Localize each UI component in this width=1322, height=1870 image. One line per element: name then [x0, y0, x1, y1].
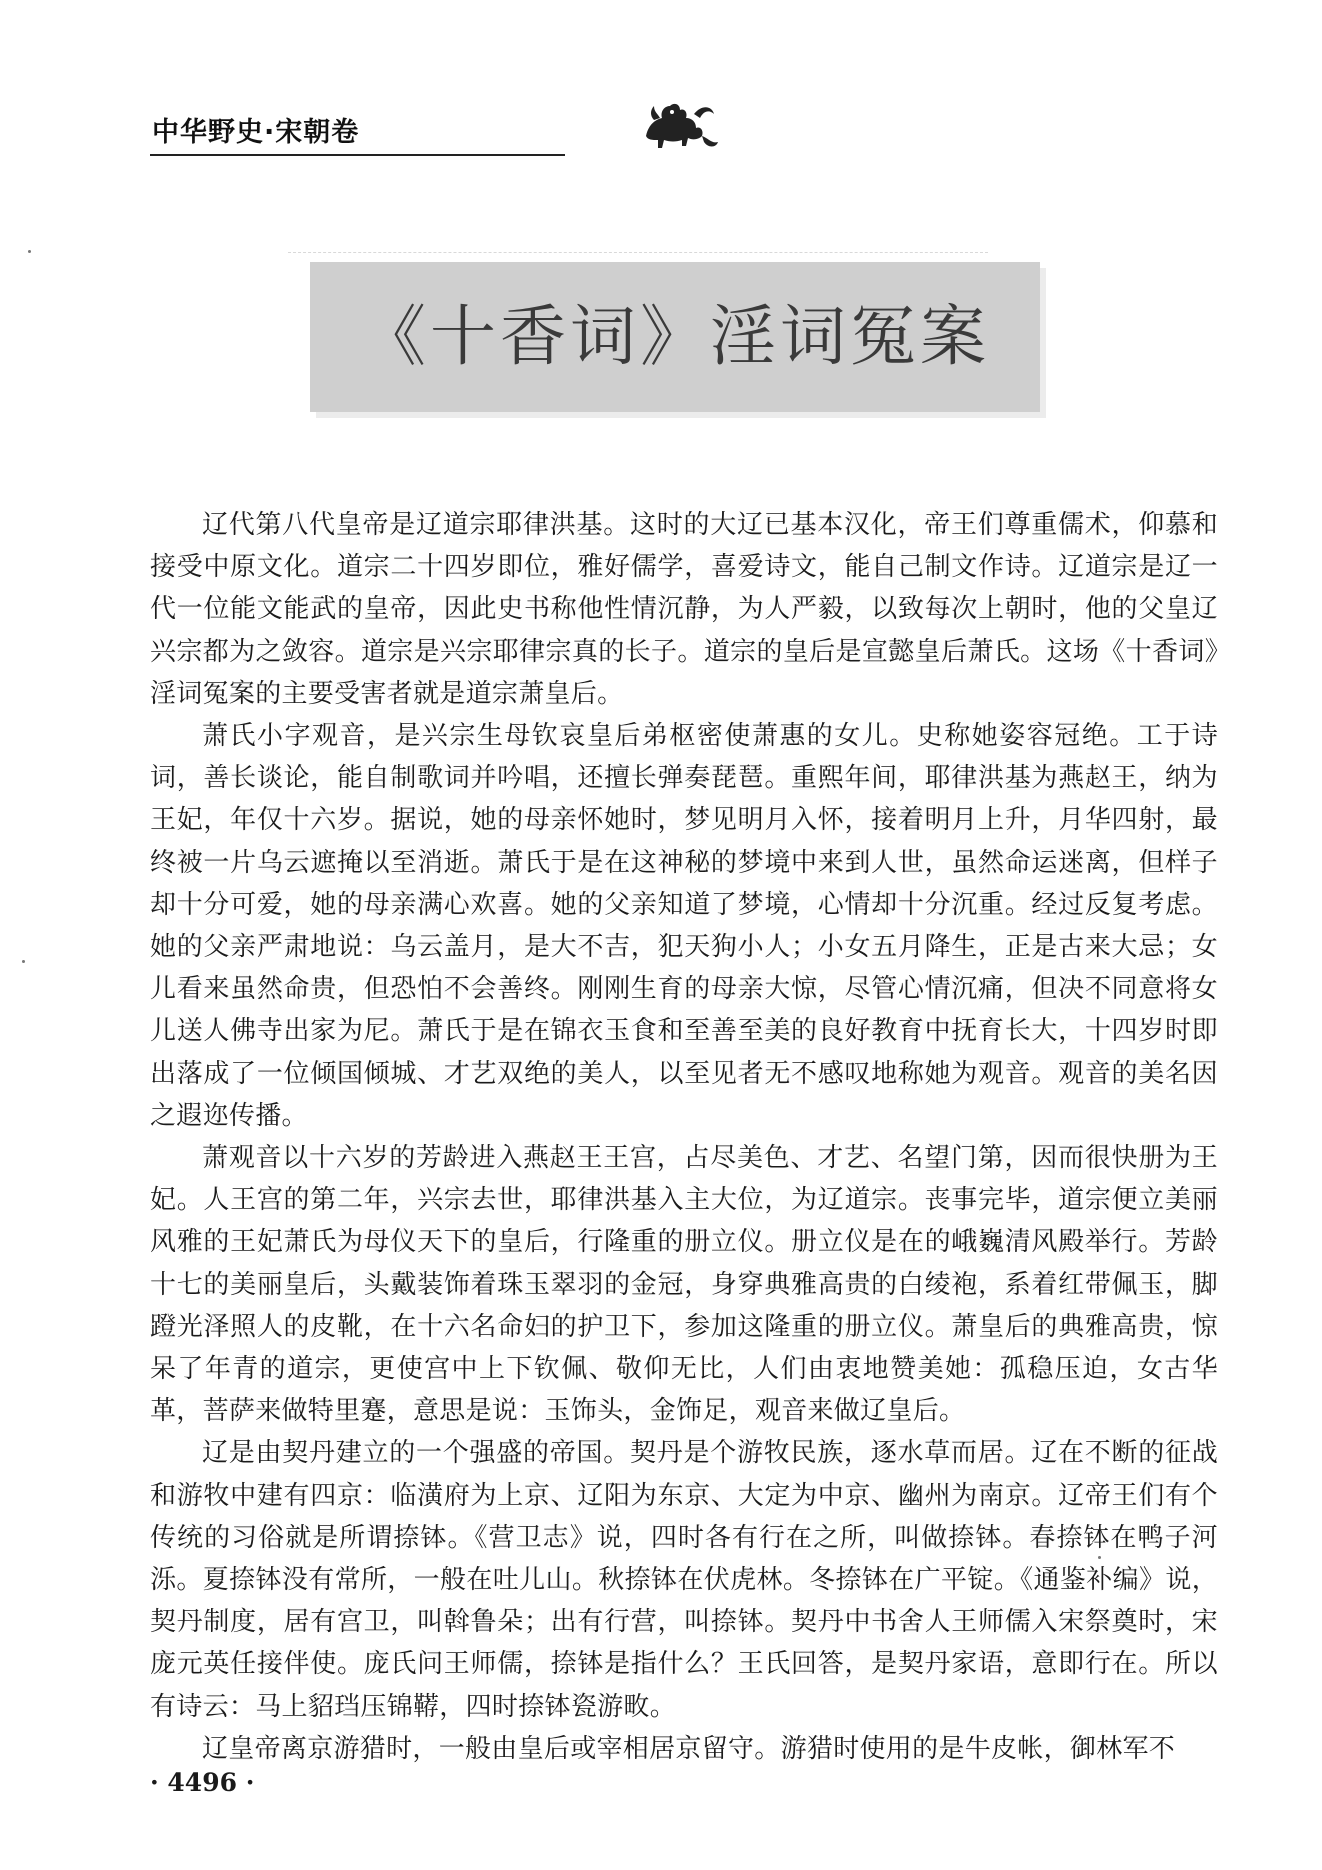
paragraph: 萧观音以十六岁的芳龄进入燕赵王王宫，占尽美色、才艺、名望门第，因而很快册为王妃。人王宫的第二年，兴宗去世，耶律洪基入主大位，为辽道宗。丧事完毕，道宗便立美丽风雅的王妃萧氏为母仪天下的皇后，行隆重的册立仪。册立仪是在的峨巍清风殿举行。芳龄十七的美丽皇后，头戴装饰着珠玉翠羽的金冠，身穿典雅高贵的白绫袍，系着红带佩玉，脚蹬光泽照人的皮靴，在十六名命妇的护卫下，参加这隆重的册立仪。萧皇后的典雅高贵，惊呆了年青的道宗，更使宫中上下钦佩、敬仰无比，人们由衷地赞美她：孤稳压迫，女古华革，菩萨来做特里蹇，意思是说：玉饰头，金饰足，观音来做辽皇后。 [150, 1143, 1218, 1427]
scan-speck [28, 250, 31, 253]
article-title: 《十香词》淫词冤案 [360, 298, 990, 375]
paragraph: 辽代第八代皇帝是辽道宗耶律洪基。这时的大辽已基本汉化，帝王们尊重儒术，仰慕和接受中原文化。道宗二十四岁即位，雅好儒学，喜爱诗文，能自己制文作诗。辽道宗是辽一代一位能文能武的皇帝，因此史书称他性情沉静，为人严毅，以致每次上朝时，他的父皇辽兴宗都为之敛容。道宗是兴宗耶律宗真的长子。道宗的皇后是宣懿皇后萧氏。这场《十香词》淫词冤案的主要受害者就是道宗萧皇后。 [150, 510, 1218, 709]
mythical-beast-emblem-icon [640, 96, 720, 152]
scan-speck [1098, 1556, 1101, 1559]
series-title: 中华野史·宋朝卷 [152, 117, 360, 148]
article-body [150, 504, 1218, 1770]
page-number: · 4496 · [150, 1768, 255, 1797]
title-banner [310, 262, 1040, 412]
paragraph: 辽是由契丹建立的一个强盛的帝国。契丹是个游牧民族，逐水草而居。辽在不断的征战和游牧中建有四京：临潢府为上京、辽阳为东京、大定为中京、幽州为南京。辽帝王们有个传统的习俗就是所谓捺钵。《营卫志》说，四时各有行在之所，叫做捺钵。春捺钵在鸭子河泺。夏捺钵没有常所，一般在吐儿山。秋捺钵在伏虎林。冬捺钵在广平锭。《通鉴补编》说，契丹制度，居有宫卫，叫斡鲁朵；出有行营，叫捺钵。契丹中书舍人王师儒入宋祭奠时，宋庞元英任接伴使。庞氏问王师儒，捺钵是指什么？王氏回答，是契丹家语，意即行在。所以有诗云：马上貂珰压锦鞯，四时捺钵瓷游畋。 [150, 1438, 1218, 1722]
running-header [150, 100, 570, 160]
paragraph: 萧氏小字观音，是兴宗生母钦哀皇后弟枢密使萧惠的女儿。史称她姿容冠绝。工于诗词，善长谈论，能自制歌词并吟唱，还擅长弹奏琵琶。重熙年间，耶律洪基为燕赵王，纳为王妃，年仅十六岁。据说，她的母亲怀她时，梦见明月入怀，接着明月上升，月华四射，最终被一片乌云遮掩以至消逝。萧氏于是在这神秘的梦境中来到人世，虽然命运迷离，但样子却十分可爱，她的母亲满心欢喜。她的父亲知道了梦境，心情却十分沉重。经过反复考虑。她的父亲严肃地说：乌云盖月，是大不吉，犯天狗小人；小女五月降生，正是古来大忌；女儿看来虽然命贵，但恐怕不会善终。刚刚生育的母亲大惊，尽管心情沉痛，但决不同意将女儿送人佛寺出家为尼。萧氏于是在锦衣玉食和至善至美的良好教育中抚育长大，十四岁时即出落成了一位倾国倾城、才艺双绝的美人，以至见者无不感叹地称她为观音。观音的美名因之遐迩传播。 [150, 721, 1218, 1131]
header-rule [150, 154, 565, 156]
scan-speck [22, 960, 25, 963]
paragraph: 辽皇帝离京游猎时，一般由皇后或宰相居京留守。游猎时使用的是牛皮帐，御林军不 [202, 1733, 1176, 1764]
